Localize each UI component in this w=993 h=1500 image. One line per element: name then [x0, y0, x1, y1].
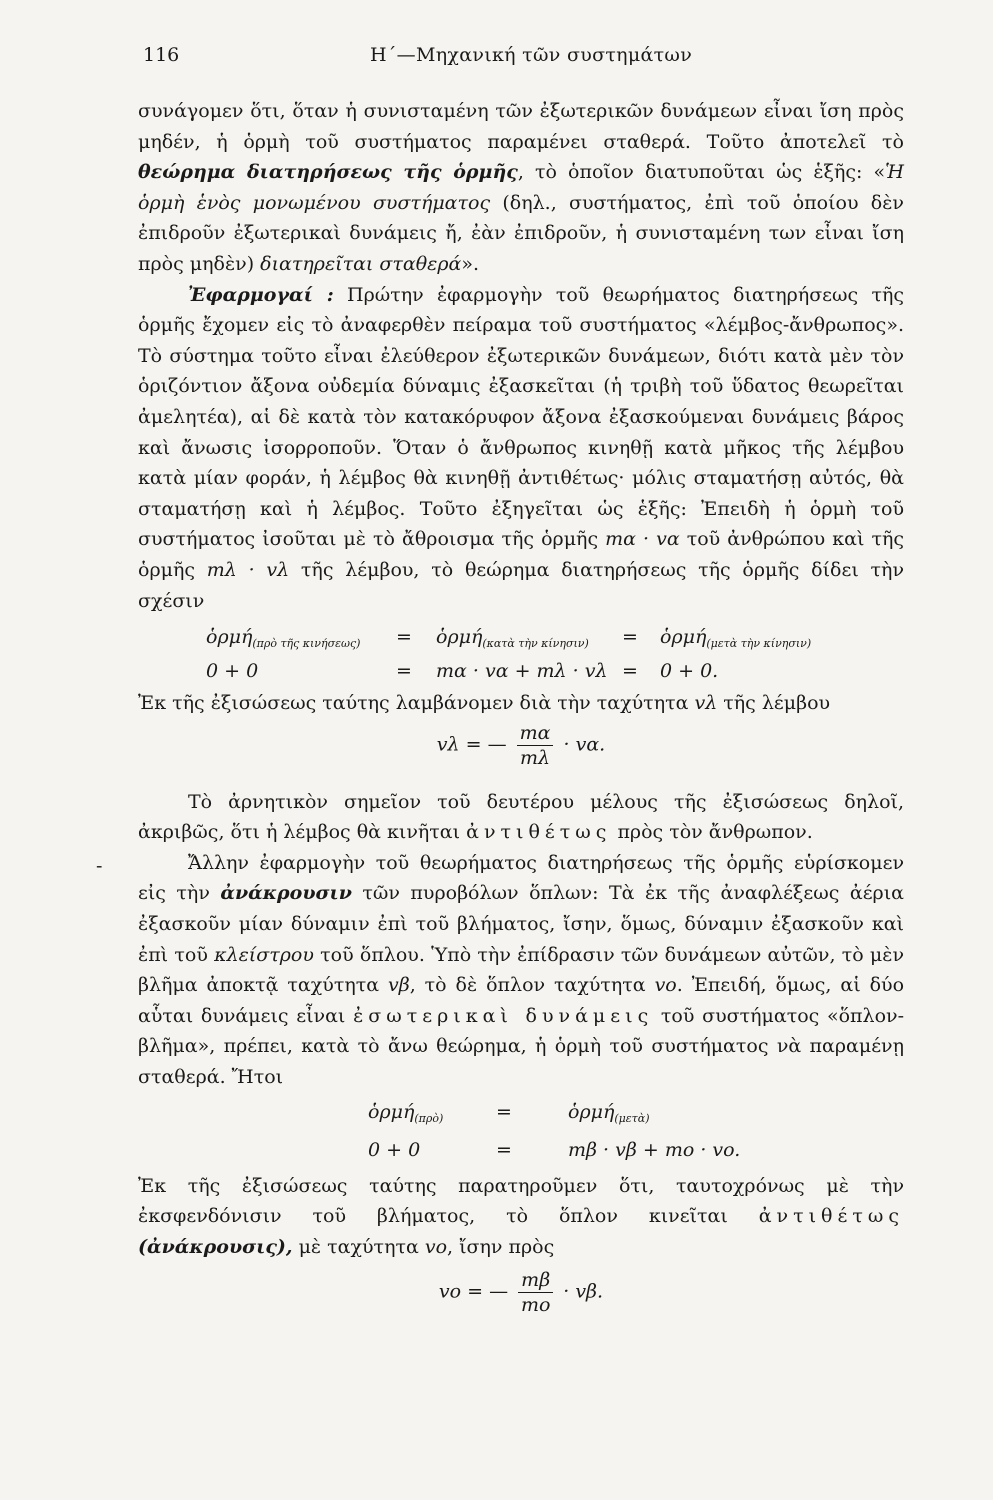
paragraph-from-equation: Ἐκ τῆς ἐξισώσεως ταύτης λαμβάνομεν διὰ τὴν ταχύτητα vλ τῆς λέμβου [138, 692, 831, 715]
running-title: Η΄—Μηχανική τῶν συστημάτων [370, 44, 693, 66]
paragraph-applications: Ἐφαρμογαί : Πρώτην ἐφαρμογὴν τοῦ θεωρήματος διατηρήσεως τῆς ὁρμῆς ἔχομεν εἰς τὸ ἀναφερθὲν πείραμα τοῦ συστήματος «λέμβος-ἄνθρωπος». Τὸ σύστημα τοῦτο εἶναι ἐλεύθερον ἐξωτερικῶν δυνάμεων, διότι κατὰ μὲν τὸν ὁριζόντιον ἄξονα οὐδεμία δύναμις ἐξασκεῖται (ἡ τριβὴ τοῦ ὕδατος θεωρεῖται ἀμελητέα), αἱ δὲ κατὰ τὸν κατακόρυφον ἄξονα ἐξασκούμεναι δυνάμεις βάρος καὶ ἄνωσις ἰσορροποῦν. Ὅταν ὁ ἄνθρωπος κινηθῇ κατὰ μῆκος τῆς λέμβου κατὰ μίαν φοράν, ἡ λέμβος θὰ κινηθῇ ἀντιθέτως· μόλις σταματήσῃ αὐτός, θὰ σταματήσῃ καὶ ἡ λέμβος. Τοῦτο ἐξηγεῖται ὡς ἑξῆς: Ἐπειδὴ ἡ ὁρμὴ τοῦ συστήματος ἰσοῦται μὲ τὸ ἄθροισμα τῆς ὁρμῆς mα · vα τοῦ ἀνθρώπου καὶ τῆς ὁρμῆς mλ · vλ τῆς λέμβου, τὸ θεώρημα διατηρήσεως τῆς ὁρμῆς δίδει τὴν σχέσιν [138, 283, 905, 612]
equation-boat-velocity: vλ = — $\frac{m\alpha}{m\lambda}$ · vα. [436, 721, 606, 769]
equation-momentum-boat: ὁρμή$_{(\pi\rho ὸ \tau ῆ\varsigma \kappa\iota\nu ή\sigma\varepsilon\omega\varsigma)}$ = ὁρμή$_{(\kappa\alpha\tau ὰ \tau ὴ\nu \kappa ί\nu\eta\sigma\iota\nu)}$ = ὁρμή$_{(\mu\varepsilon\tau ὰ \tau ὴ\nu \kappa ί\nu\eta\sigma\iota\nu)}$ 0 + 0 = mα · vα + mλ · vλ = 0 + 0. [206, 626, 812, 683]
paragraph-recoil: Ἄλλην ἐφαρμογὴν τοῦ θεωρήματος διατηρήσεως τῆς ὁρμῆς εὑρίσκομεν εἰς τὴν ἀνάκρουσιν τῶν πυροβόλων ὅπλων: Τὰ ἐκ τῆς ἀναφλέξεως ἀέρια ἐξασκοῦν μίαν δύναμιν ἐπὶ τοῦ βλήματος, ἴσην, ὅμως, δύναμιν ἐξασκοῦν καὶ ἐπὶ τοῦ κλείστρου τοῦ ὅπλου. Ὑπὸ τὴν ἐπίδρασιν τῶν δυνάμεων αὐτῶν, τὸ μὲν βλῆμα ἀποκτᾷ ταχύτητα vβ, τὸ δὲ ὅπλον ταχύτητα vo. Ἐπειδή, ὅμως, αἱ δύο αὗται δυνάμεις εἶναι ἐσωτερικαὶ δυνάμεις τοῦ συστήματος «ὅπλον-βλῆμα», πρέπει, κατὰ τὸ ἄνω θεώρημα, ἡ ὁρμὴ τοῦ συστήματος νὰ παραμένῃ σταθερά. Ἤτοι [138, 851, 905, 1089]
equation-momentum-gun: ὁρμή$_{(\pi\rho ὸ)}$ = ὁρμή$_{(\mu\varepsilon\tau ὰ)}$ 0 + 0 = mβ · vβ + mo · vo. [368, 1100, 741, 1161]
paragraph-negative-sign: Τὸ ἀρνητικὸν σημεῖον τοῦ δευτέρου μέλους τῆς ἐξισώσεως δηλοῖ, ἀκριβῶς, ὅτι ἡ λέμβος θὰ κινῆται ἀντιθέτως πρὸς τὸν ἄνθρωπον. [138, 790, 904, 844]
body-text [138, 96, 904, 1334]
paragraph-gun-recoil: Ἐκ τῆς ἐξισώσεως ταύτης παρατηροῦμεν ὅτι, ταυτοχρόνως μὲ τὴν ἐκσφενδόνισιν τοῦ βλήματος, τὸ ὅπλον κινεῖται ἀντιθέτως (ἀνάκρουσις), μὲ ταχύτητα vo, ἴσην πρὸς [138, 1174, 904, 1258]
margin-mark: - [96, 855, 103, 877]
page-number: 116 [143, 44, 180, 66]
theorem-name: θεώρημα διατηρήσεως τῆς ὁρμῆς [138, 161, 518, 184]
applications-heading: Ἐφαρμογαί : [188, 283, 334, 306]
equation-gun-velocity: vo = — $\frac{m\beta}{mo}$ · vβ. [438, 1269, 604, 1317]
paragraph-theorem: συνάγομεν ὅτι, ὅταν ἡ συνισταμένη τῶν ἐξωτερικῶν δυνάμεων εἶναι ἴση πρὸς μηδέν, ἡ ὁρμὴ τοῦ συστήματος παραμένει σταθερά. Τοῦτο ἀποτελεῖ τὸ θεώρημα διατηρήσεως τῆς ὁρμῆς, τὸ ὁποῖον διατυποῦται ὡς ἑξῆς: «Ἡ ὁρμὴ ἑνὸς μονωμένου συστήματος (δηλ., συστήματος, ἐπὶ τοῦ ὁποίου δὲν ἐπιδροῦν ἐξωτερικαὶ δυνάμεις ἤ, ἐὰν ἐπιδροῦν, ἡ συνισταμένη των εἶναι ἴση πρὸς μηδὲν) διατηρεῖται σταθερά». [138, 100, 904, 275]
